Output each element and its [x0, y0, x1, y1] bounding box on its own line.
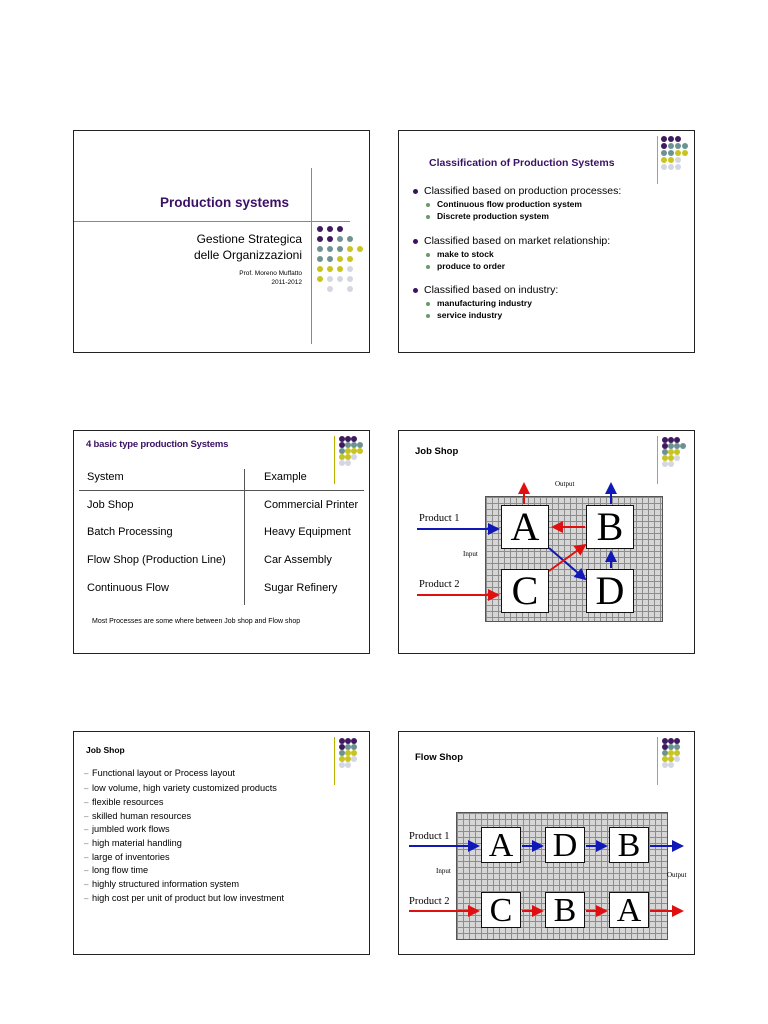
flow-arrows	[399, 431, 695, 654]
accent-line	[334, 436, 335, 484]
machine-a: A	[501, 505, 549, 549]
slide-job-shop-list	[73, 731, 370, 955]
slide-title: Job Shop	[415, 446, 459, 457]
station-a2: A	[609, 892, 649, 928]
decorative-dots	[339, 738, 369, 778]
machine-d: D	[586, 569, 634, 613]
slide-title: 4 basic type production Systems	[86, 439, 229, 450]
list-item: – highly structured information system	[84, 879, 240, 889]
slide-title: Classification of Production Systems	[429, 157, 615, 169]
output-label: Output	[667, 871, 687, 879]
decorative-dots	[339, 436, 369, 476]
input-label: Input	[463, 550, 478, 558]
decorative-dots	[317, 226, 367, 306]
accent-line	[334, 737, 335, 785]
list-item: – skilled human resources	[84, 811, 192, 821]
list-item: – Functional layout or Process layout	[84, 768, 235, 778]
output-label: Output	[555, 480, 575, 488]
product-2-label: Product 2	[419, 579, 460, 590]
station-a: A	[481, 827, 521, 863]
list-item: – flexible resources	[84, 797, 164, 807]
table-cell: Car Assembly	[264, 554, 332, 566]
note: Most Processes are some where between Job shop and Flow shop	[92, 618, 301, 625]
slide-production-systems	[73, 130, 370, 353]
sub-bullet: service industry	[426, 310, 502, 320]
year: 2011-2012	[271, 279, 302, 286]
table-header-example: Example	[264, 471, 307, 483]
machine-b: B	[586, 505, 634, 549]
slide-title: Job Shop	[86, 745, 125, 755]
flow-arrows	[399, 732, 695, 955]
decorative-dots	[661, 136, 693, 176]
list-item: – high cost per unit of product but low investment	[84, 893, 285, 903]
sub-bullet: Discrete production system	[426, 211, 549, 221]
bullet-processes: Classified based on production processes:	[413, 185, 621, 197]
table-cell: Heavy Equipment	[264, 526, 351, 538]
sub-bullet: manufacturing industry	[426, 298, 532, 308]
subtitle-line2: delle Organizzazioni	[193, 248, 302, 262]
table-cell: Job Shop	[87, 499, 134, 511]
product-1-label: Product 1	[409, 831, 450, 842]
header-underline	[79, 490, 364, 491]
table-cell: Continuous Flow	[87, 582, 169, 594]
subtitle-line1: Gestione Strategica	[196, 232, 302, 246]
vertical-divider	[311, 168, 312, 344]
sub-bullet: Continuous flow production system	[426, 199, 582, 209]
station-b2: B	[545, 892, 585, 928]
list-item: – large of inventories	[84, 852, 170, 862]
list-item: – jumbled work flows	[84, 824, 170, 834]
slide-job-shop-diagram	[398, 430, 695, 654]
station-b: B	[609, 827, 649, 863]
list-item: – high material handling	[84, 838, 182, 848]
title-divider	[74, 221, 350, 222]
slide-basic-types	[73, 430, 370, 654]
product-1-label: Product 1	[419, 513, 460, 524]
slide-title: Production systems	[160, 195, 290, 210]
slide-flow-shop-diagram	[398, 731, 695, 955]
table-header-system: System	[87, 471, 124, 483]
slide-title: Flow Shop	[415, 752, 464, 763]
station-c: C	[481, 892, 521, 928]
accent-line	[657, 136, 658, 184]
sub-bullet: make to stock	[426, 249, 494, 259]
machine-c: C	[501, 569, 549, 613]
bullet-industry: Classified based on industry:	[413, 284, 558, 296]
input-label: Input	[436, 867, 451, 875]
table-cell: Sugar Refinery	[264, 582, 338, 594]
product-2-label: Product 2	[409, 896, 450, 907]
table-cell: Batch Processing	[87, 526, 173, 538]
list-item: – low volume, high variety customized products	[84, 783, 277, 793]
slide-classification	[398, 130, 695, 353]
list-item: – long flow time	[84, 865, 149, 875]
sub-bullet: produce to order	[426, 261, 505, 271]
bullet-market: Classified based on market relationship:	[413, 235, 610, 247]
author: Prof. Moreno Muffatto	[239, 270, 302, 277]
table-cell: Flow Shop (Production Line)	[87, 554, 226, 566]
table-cell: Commercial Printer	[264, 499, 359, 511]
station-d: D	[545, 827, 585, 863]
